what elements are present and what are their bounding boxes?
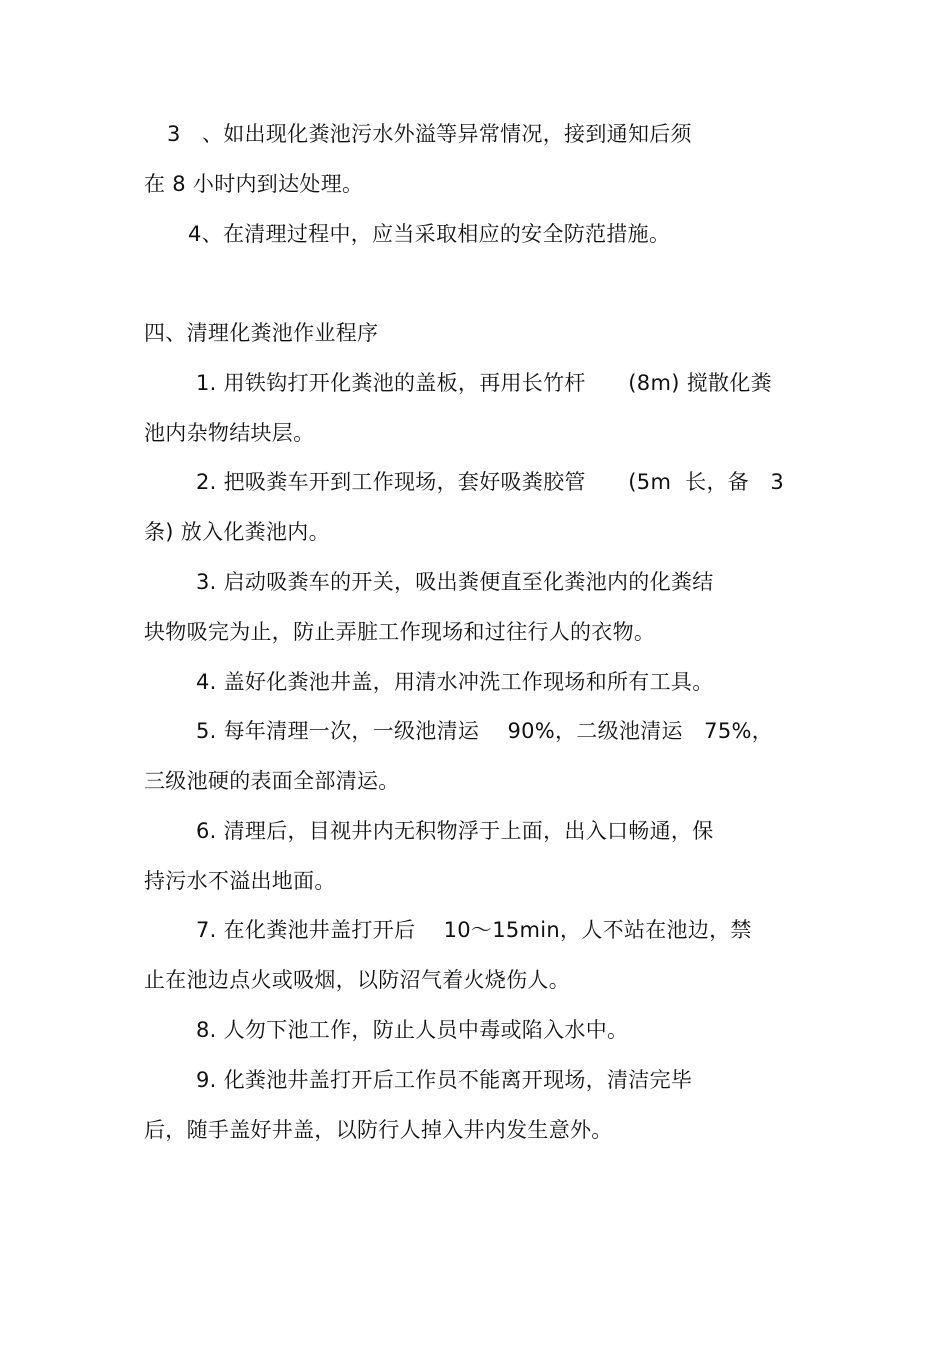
item-4-line-1: 4、在清理过程中，应当采取相应的安全防范措施。 [188, 222, 671, 246]
step-9-line-1: 9. 化粪池井盖打开后工作员不能离开现场，清洁完毕 [196, 1068, 693, 1092]
item-3-line-1: 3 、如出现化粪池污水外溢等异常情况，接到通知后须 [167, 122, 692, 146]
step-4-line-1: 4. 盖好化粪池井盖，用清水冲洗工作现场和所有工具。 [196, 670, 714, 694]
step-5-line-2: 三级池硬的表面全部清运。 [144, 769, 400, 793]
step-2-line-2: 条) 放入化粪池内。 [144, 520, 330, 544]
step-1-line-1: 1. 用铁钩打开化粪池的盖板，再用长竹杆 (8m) 搅散化粪 [196, 371, 772, 395]
step-7-line-1: 7. 在化粪池井盖打开后 10～15min，人不站在池边，禁 [196, 918, 752, 942]
step-7-line-2: 止在池边点火或吸烟，以防沼气着火烧伤人。 [144, 968, 570, 992]
step-1-line-2: 池内杂物结块层。 [144, 421, 315, 445]
step-8-line-1: 8. 人勿下池工作，防止人员中毒或陷入水中。 [196, 1018, 629, 1042]
step-6-line-1: 6. 清理后，目视井内无积物浮于上面，出入口畅通，保 [196, 819, 714, 843]
item-3-line-2: 在 8 小时内到达处理。 [144, 172, 364, 196]
step-9-line-2: 后，随手盖好井盖，以防行人掉入井内发生意外。 [144, 1118, 613, 1142]
step-6-line-2: 持污水不溢出地面。 [144, 869, 336, 893]
section-heading: 四、清理化粪池作业程序 [144, 321, 379, 345]
step-3-line-2: 块物吸完为止，防止弄脏工作现场和过往行人的衣物。 [144, 620, 656, 644]
step-3-line-1: 3. 启动吸粪车的开关，吸出粪便直至化粪池内的化粪结 [196, 570, 714, 594]
step-2-line-1: 2. 把吸粪车开到工作现场，套好吸粪胶管 (5m 长，备 3 [196, 470, 785, 494]
step-5-line-1: 5. 每年清理一次，一级池清运 90%，二级池清运 75%， [196, 719, 774, 743]
